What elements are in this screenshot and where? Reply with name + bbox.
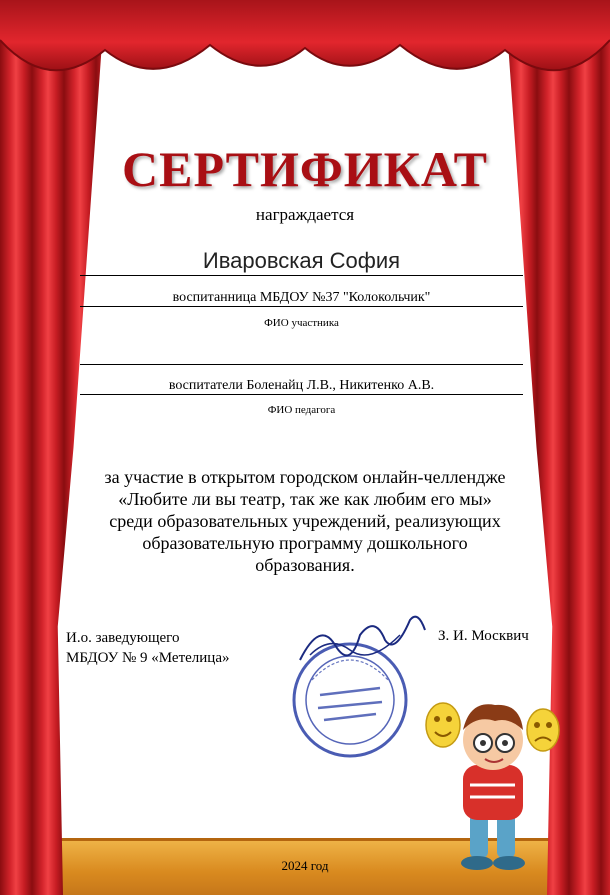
tragedy-mask-icon	[527, 709, 559, 751]
recipient-caption: ФИО участника	[264, 317, 339, 329]
stamp-with-signature	[290, 600, 440, 770]
certificate-title: СЕРТИФИКАТ	[121, 141, 488, 197]
award-text	[60, 466, 550, 576]
teacher-info-line	[80, 394, 523, 395]
curtain-valance	[0, 0, 610, 100]
boy-with-masks-icon	[425, 685, 560, 875]
left-curtain	[0, 0, 105, 895]
award-text-line: за участие в открытом городском онлайн-челлендже	[104, 467, 506, 487]
certificate-subtitle: награждается	[255, 205, 355, 224]
recipient-info: воспитанница МБДОУ №37 "Колокольчик"	[172, 290, 431, 305]
signatory-title-line: МБДОУ № 9 «Метелица»	[66, 650, 230, 666]
award-text-line: среди образовательных учреждений, реализующих	[109, 511, 501, 531]
signatory-title-line: И.о. заведующего	[66, 630, 180, 646]
comedy-mask-icon	[426, 703, 460, 747]
recipient-name: Иваровская София	[202, 248, 401, 273]
recipient-name-line	[80, 275, 523, 276]
teacher-line	[80, 364, 523, 365]
recipient-info-line	[80, 306, 523, 307]
award-text-line: образования.	[255, 555, 355, 575]
award-text-line: «Любите ли вы театр, так же как любим его мы»	[118, 489, 492, 509]
teacher-info: воспитатели Боленайц Л.В., Никитенко А.В.	[168, 378, 435, 393]
teacher-caption: ФИО педагога	[267, 404, 336, 416]
award-text-line: образовательную программу дошкольного	[142, 533, 468, 553]
signatory-name: З. И. Москвич	[438, 628, 529, 644]
certificate-year: 2024 год	[281, 858, 329, 873]
signatory-title	[66, 628, 230, 668]
stamp-icon	[294, 644, 406, 756]
